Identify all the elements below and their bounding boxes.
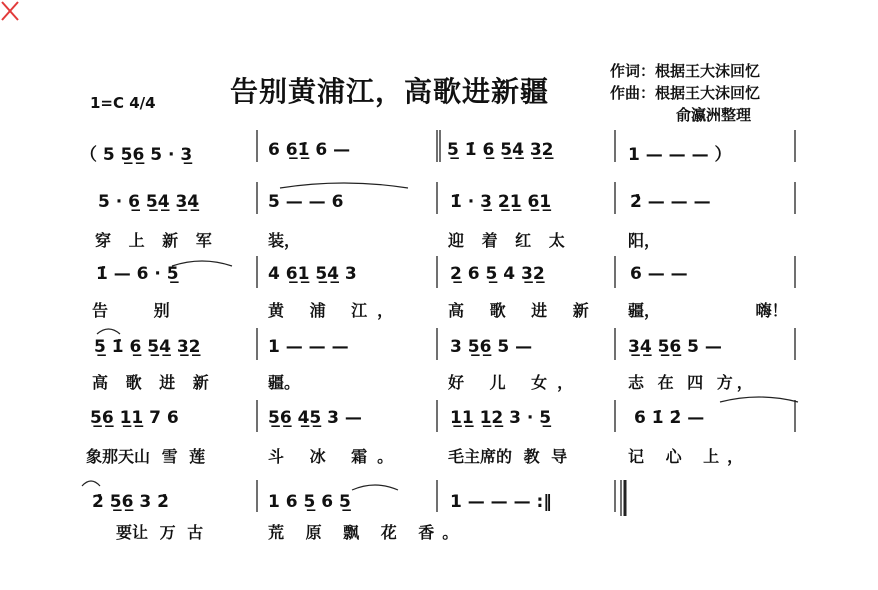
row6-lyric2: 荒 原 飘 花 香。 [268, 523, 467, 542]
row5-lyric2: 斗 冰 霜。 [268, 447, 404, 466]
row4-lyric3: 好 儿 女， [448, 373, 584, 392]
row3-lyric3: 高 歌 进 新 [448, 301, 599, 320]
row2-lyric3: 迎 着 红 太 [448, 231, 571, 250]
row3-measure1: 1̇ — 6 · 5̲ [96, 264, 179, 284]
row6-measure3: 1 — — — :‖ [450, 492, 552, 512]
row5-measure2: 5̲6̲ 4̲5̲ 3 — [268, 408, 362, 428]
row4-measure2: 1 — — — [268, 337, 349, 357]
row6-lyric1: 要让 万 古 [116, 523, 204, 542]
row4-lyric2: 疆。 [268, 373, 301, 392]
row5-lyric1: 象那天山 雪 莲 [86, 447, 206, 466]
row4-measure4: 3̲4̲ 5̲6̲ 5 — [628, 337, 722, 357]
tie-arc [172, 261, 232, 266]
row5-measure3: 1̲1̲ 1̲2̲ 3 · 5̲ [450, 408, 552, 428]
composer-credit: 作曲：根据王大沫回忆 [610, 84, 761, 102]
tie-arc [720, 397, 798, 402]
x-mark-icon [0, 0, 20, 22]
row3-lyric2: 黄 浦 江， [268, 301, 404, 320]
row2-lyric1: 穿 上 新 军 [95, 231, 218, 250]
row5-measure4: 6 1̇ 2̇ — [634, 408, 705, 428]
tie-arc [97, 329, 120, 334]
row1-measure1: （ 5 5̲6̲ 5 · 3̲ [80, 145, 193, 165]
row5-lyric3: 毛主席的 教 导 [448, 447, 568, 466]
row3-measure2: 4 6̲1̲ 5̲4̲ 3 [268, 264, 357, 284]
row2-measure4: 2̇ — — — [630, 192, 711, 212]
row2-measure2: 5 — — 6 [268, 192, 344, 212]
row1-measure4: 1 — — — ） [628, 145, 732, 165]
row4-lyric1: 高 歌 进 新 [92, 373, 215, 392]
row5-measure1: 5̲6̲ 1̲1̲ 7 6 [90, 408, 179, 428]
row3-lyric1: 告 别 [92, 301, 170, 320]
row4-measure1: 5̲ 1̇ 6̲ 5̲4̲ 3̲2̲ [94, 337, 201, 357]
lyricist-credit: 作词：根据王大沫回忆 [610, 62, 761, 80]
row5-lyric4: 记 心 上， [628, 447, 752, 466]
row6-measure1: 2̇ 5̲6̲ 3 2̇ [92, 492, 169, 512]
row2-measure1: 5 · 6̲ 5̲4̲ 3̲4̲ [98, 192, 200, 212]
row1-measure3: 5̲ 1̇ 6̲ 5̲4̲ 3̲2̲ [447, 140, 554, 160]
row4-measure3: 3 5̲6̲ 5 — [450, 337, 533, 357]
row3-lyric4: 疆， 嗨！ [628, 301, 788, 320]
row3-measure3: 2̲ 6 5̲ 4 3̲2̲ [450, 264, 545, 284]
row2-measure3: 1̇ · 3̲ 2̲1̲ 6̲1̲ [450, 192, 552, 212]
tie-arc [82, 481, 100, 486]
key-signature: 1=C 4/4 [90, 94, 156, 112]
row3-measure4: 6 — — [630, 264, 688, 284]
row2-lyric4: 阳， [628, 231, 661, 250]
row1-measure2: 6 6̲1̲̇ 6 — [268, 140, 351, 160]
arranger-credit: 俞瀛洲整理 [676, 106, 752, 124]
row4-lyric4: 志 在 四 方， [628, 373, 757, 392]
tie-arc [280, 183, 408, 188]
song-title: 告别黄浦江，高歌进新疆 [230, 75, 550, 108]
row2-lyric2: 装， [268, 231, 301, 250]
row6-measure2: 1 6 5̲ 6 5̲ [268, 492, 351, 512]
tie-arc [352, 485, 398, 490]
